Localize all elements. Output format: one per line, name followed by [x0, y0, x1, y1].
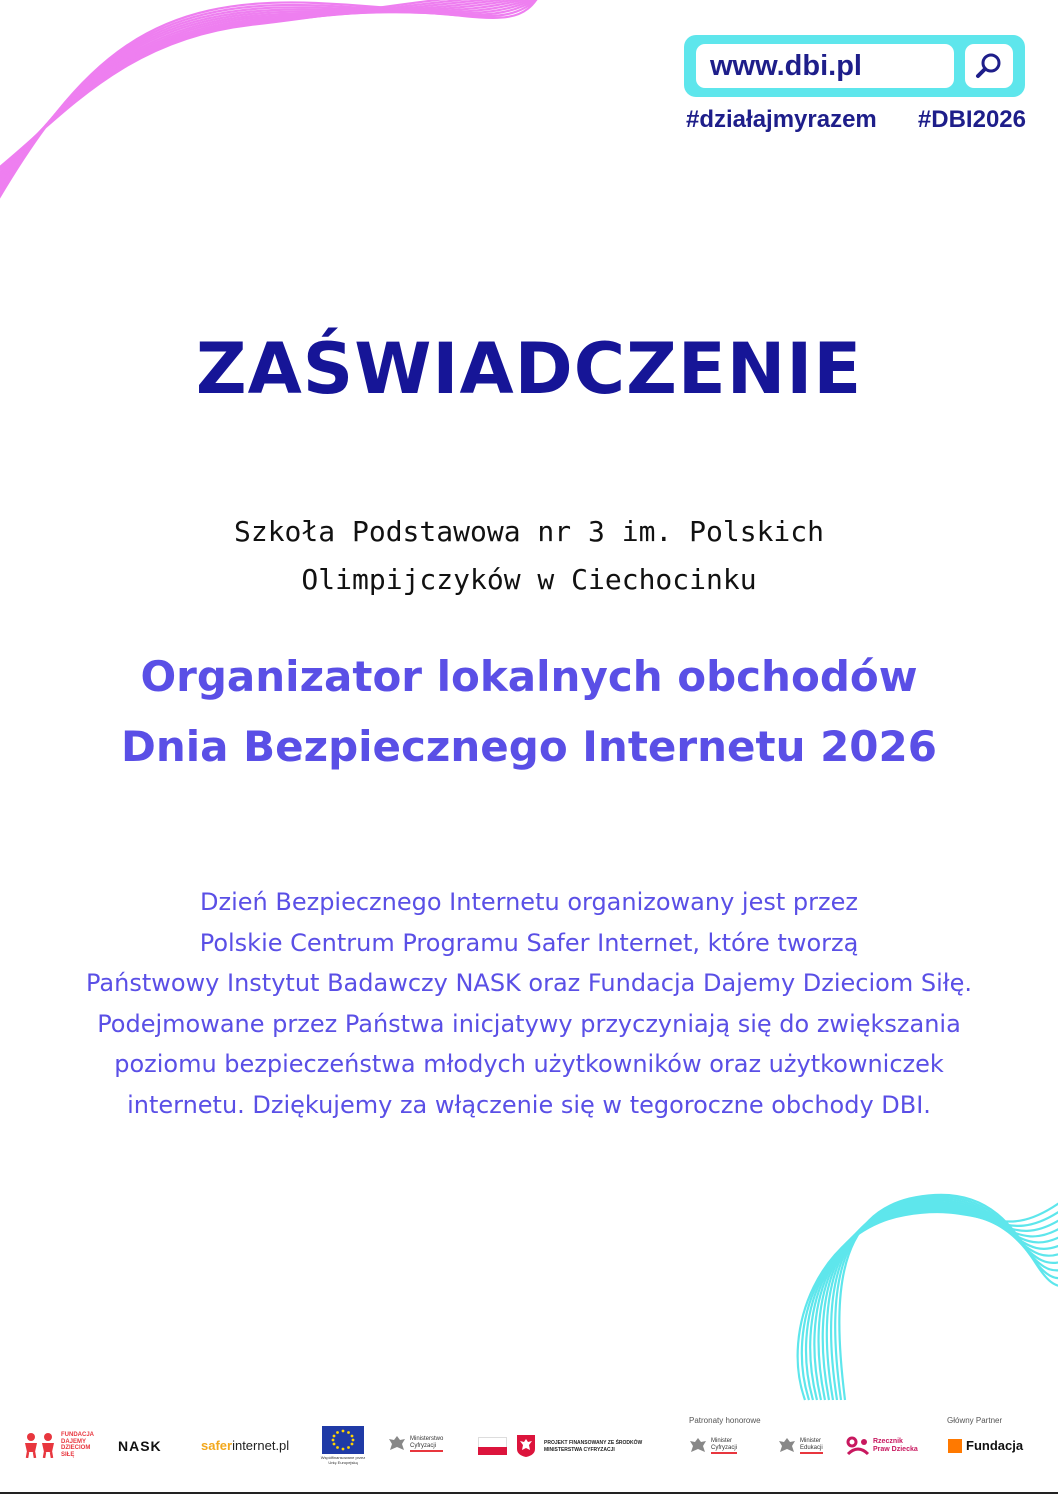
- eu-caption: Współfinansowane przez Unię Europejską: [320, 1455, 366, 1465]
- wave-line: [0, 0, 549, 206]
- logo-text: Ministerstwo: [410, 1436, 444, 1442]
- fdds-text: SIŁĘ: [61, 1451, 75, 1458]
- logo-text: Cyfryzacji: [410, 1443, 437, 1449]
- logo-text: Rzecznik: [873, 1438, 903, 1445]
- children-icon: [22, 1432, 58, 1458]
- wave-line: [0, 0, 555, 198]
- fdds-logo: [22, 1432, 94, 1458]
- patronage-label: Patronaty honorowe: [689, 1416, 761, 1425]
- body-line: Podejmowane przez Państwa inicjatywy przyczyniają się do zwiększania: [97, 1009, 961, 1038]
- saferinternet-logo-part: safer: [201, 1438, 233, 1453]
- minister-edukacji-logo: [778, 1436, 823, 1456]
- wave-line: [0, 0, 542, 214]
- hashtags: [686, 106, 1026, 134]
- fdds-text: DAJEMY: [61, 1438, 87, 1445]
- fdds-text: FUNDACJA: [61, 1432, 94, 1438]
- rzecznik-praw-dziecka-logo: [846, 1436, 918, 1456]
- certificate-body-text: [0, 882, 1058, 1125]
- orange-square-icon: [948, 1439, 962, 1453]
- polish-flag-icon: [478, 1437, 507, 1455]
- nask-logo: NASK: [118, 1438, 162, 1454]
- hashtag-dbi2026: #DBI2026: [917, 106, 1026, 133]
- fundacja-logo: [948, 1438, 1023, 1453]
- subtitle-line: Dnia Bezpiecznego Internetu 2026: [121, 722, 937, 771]
- eu-logo: [320, 1426, 366, 1465]
- logo-text: PROJEKT FINANSOWANY ZE ŚRODKÓW: [544, 1440, 643, 1446]
- eagle-emblem-icon: [689, 1436, 707, 1456]
- certificate-title: ZAŚWIADCZENIE: [195, 328, 863, 410]
- hashtag-dzialajmyrazem: #działajmyrazem: [686, 106, 877, 133]
- subtitle-line: Organizator lokalnych obchodów: [140, 652, 918, 701]
- main-partner-label: Główny Partner: [947, 1416, 1003, 1425]
- logo-text: Edukacji: [800, 1445, 823, 1451]
- wave-line: [0, 0, 545, 210]
- eagle-emblem-icon: [778, 1436, 796, 1456]
- body-line: Dzień Bezpiecznego Internetu organizowany jest przez: [200, 888, 858, 916]
- logo-text: MINISTERSTWA CYFRYZACJI: [544, 1446, 615, 1453]
- award-subtitle: [0, 642, 1058, 782]
- school-name-line: Olimpijczyków w Ciechocinku: [301, 563, 757, 596]
- school-name: [0, 508, 1058, 604]
- polish-emblem-icon: [516, 1434, 536, 1458]
- fdds-text: DZIECIOM: [61, 1445, 91, 1451]
- body-line: internetu. Dziękujemy za włączenie się w tegoroczne obchody DBI.: [127, 1090, 931, 1119]
- logo-text: Minister: [800, 1438, 822, 1444]
- search-icon: [974, 51, 1004, 81]
- project-funding-text: [544, 1440, 642, 1453]
- url-search-box: [684, 35, 1025, 97]
- eagle-emblem-icon: [388, 1434, 406, 1454]
- cyan-wave-lines: [798, 1195, 1058, 1400]
- footer-logos: [0, 1412, 1058, 1472]
- school-name-line: Szkoła Podstawowa nr 3 im. Polskich: [233, 515, 824, 548]
- bottom-border: [0, 1492, 1058, 1494]
- eu-flag-icon: [322, 1426, 364, 1454]
- ministerstwo-cyfryzacji-logo: [388, 1434, 443, 1454]
- search-button: [965, 44, 1013, 88]
- minister-cyfryzacji-logo: [689, 1436, 737, 1456]
- body-line: Państwowy Instytut Badawczy NASK oraz Fundacja Dajemy Dzieciom Siłę.: [86, 969, 972, 997]
- logo-text: Minister: [711, 1438, 733, 1444]
- pink-wave-lines: [0, 0, 575, 214]
- body-line: Polskie Centrum Programu Safer Internet, które tworzą: [199, 928, 859, 957]
- wave-line: [810, 1208, 1058, 1400]
- rpd-icon: [846, 1436, 870, 1456]
- wave-line: [0, 0, 552, 202]
- logo-text: Cyfryzacji: [711, 1445, 738, 1451]
- saferinternet-logo-part: internet.pl: [232, 1438, 290, 1453]
- url-field: www.dbi.pl: [696, 44, 954, 88]
- wave-line: [0, 0, 568, 183]
- fundacja-text: Fundacja: [966, 1438, 1024, 1453]
- logo-text: Praw Dziecka: [873, 1446, 918, 1453]
- wave-line: [0, 0, 559, 194]
- body-line: poziomu bezpieczeństwa młodych użytkowników oraz użytkowniczek: [114, 1050, 944, 1078]
- saferinternet-logo: [201, 1438, 289, 1453]
